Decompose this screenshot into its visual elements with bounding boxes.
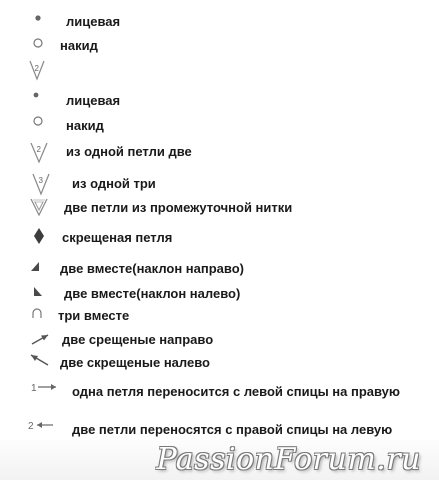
legend-label: накид xyxy=(66,118,104,133)
legend-row xyxy=(0,89,439,115)
legend-label: из одной три xyxy=(72,176,156,191)
dot-icon xyxy=(27,10,49,34)
svg-text:2: 2 xyxy=(28,421,34,432)
legend-label: лицевая xyxy=(66,93,121,108)
legend-label: две вместе(наклон налево) xyxy=(64,286,241,301)
watermark: PassionForum.ru xyxy=(156,442,421,477)
legend-label: накид xyxy=(60,38,98,53)
legend-row xyxy=(0,10,439,36)
legend-row xyxy=(0,34,439,60)
v-two-icon xyxy=(28,140,50,164)
legend-row xyxy=(0,351,439,377)
legend-label: две скрещеные налево xyxy=(60,355,210,370)
legend-row xyxy=(0,114,439,140)
legend-label: две вместе(наклон направо) xyxy=(60,261,244,276)
watermark-bar xyxy=(0,440,439,480)
legend-row xyxy=(0,380,439,406)
v-hatched-icon xyxy=(28,196,50,220)
legend-row xyxy=(0,196,439,222)
circle-icon xyxy=(27,34,49,58)
legend-row xyxy=(0,58,439,84)
svg-text:3: 3 xyxy=(38,176,43,185)
v-three-icon xyxy=(30,172,52,196)
legend-label: лицевая xyxy=(66,14,121,29)
legend-label: две петли из промежуточной нитки xyxy=(64,200,293,215)
dot-icon xyxy=(25,89,47,113)
legend-label: из одной петли две xyxy=(66,144,192,159)
legend-row xyxy=(0,140,439,166)
diamond-icon xyxy=(28,226,50,250)
triangle-left-icon xyxy=(27,282,49,306)
triangle-right-icon xyxy=(24,257,46,281)
legend-label: две петли переносятся с правой спицы на левую xyxy=(72,422,393,437)
legend-label: одна петля переносится с левой спицы на правую xyxy=(72,384,401,399)
legend-row xyxy=(0,226,439,252)
legend-row xyxy=(0,304,439,330)
legend-row xyxy=(0,172,439,198)
arrow-up-right-icon xyxy=(30,328,52,352)
svg-text:2: 2 xyxy=(34,64,39,73)
circle-icon xyxy=(27,114,49,138)
svg-text:1: 1 xyxy=(31,383,37,394)
v-two-icon xyxy=(26,58,48,82)
two-arrow-icon xyxy=(27,418,59,442)
legend-label: скрещеная петля xyxy=(62,230,173,245)
svg-text:2: 2 xyxy=(36,145,41,154)
one-arrow-icon xyxy=(30,380,62,404)
arch-icon xyxy=(26,304,48,328)
legend-label: три вместе xyxy=(58,308,130,323)
legend-label: две срещеные направо xyxy=(62,332,214,347)
arrow-up-left-icon xyxy=(28,351,50,375)
legend-row xyxy=(0,257,439,283)
